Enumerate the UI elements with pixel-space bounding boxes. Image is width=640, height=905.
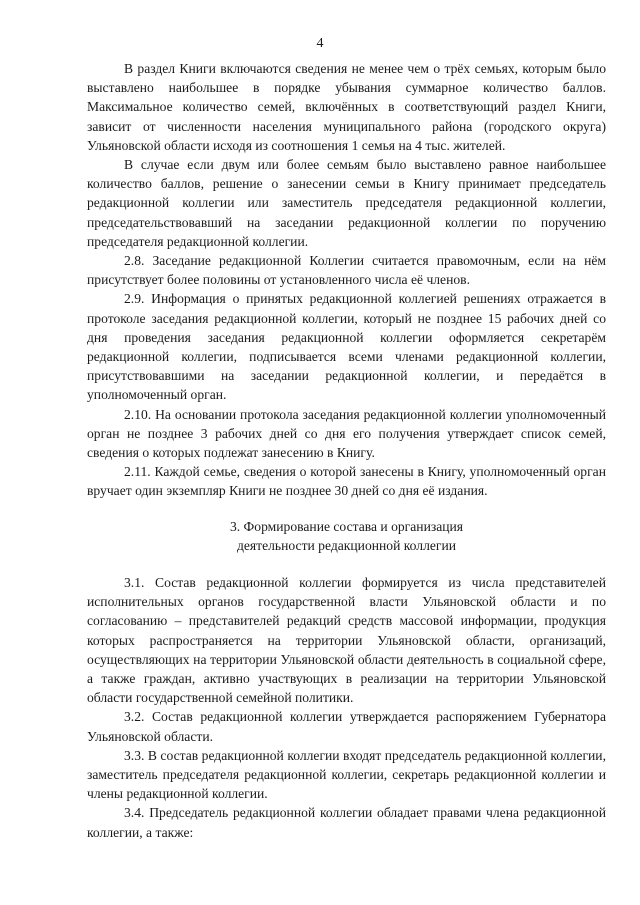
paragraph-3-3: 3.3. В состав редакционной коллегии входят председатель редакционной коллегии, заместитель председателя редакционной коллегии, секретарь редакционной коллегии и члены редакционной коллегии. (87, 747, 606, 802)
paragraph-2-10: 2.10. На основании протокола заседания редакционной коллегии уполномоченный орган не позднее 3 рабочих дней со дня его получения утверждает список семей, сведения о которых подлежат занесению в Книгу. (87, 406, 606, 461)
paragraph-2-11: 2.11. Каждой семье, сведения о которой занесены в Книгу, уполномоченный орган вручает один экземпляр Книги не позднее 30 дней со дня её издания. (87, 464, 606, 499)
text-block-top (87, 59, 606, 501)
text-block-bottom (87, 573, 606, 842)
paragraph-3-4: 3.4. Председатель редакционной коллегии обладает правами члена редакционной коллегии, а также: (87, 805, 606, 840)
paragraph-equal-points: В случае если двум или более семьям было выставлено равное наибольшее количество баллов, решение о занесении семьи в Книгу принимает председатель редакционной коллегии или заместитель председателя редакционной коллегии, председательствовавший на заседании редакционной коллегии по поручению председателя редакционной коллегии. (87, 157, 606, 249)
paragraph-3-1: 3.1. Состав редакционной коллегии формируется из числа представителей исполнительных органов государственной власти Ульяновской области и по согласованию – представителей редакций средств массовой информации, продукция которых распространяется на территории Ульяновской области, организаций, осуществляющих на территории Ульяновской области деятельность в социальной сфере, а также граждан, активно участвующих в реализации на территории Ульяновской области государственной семейной политики. (87, 575, 606, 706)
paragraph-families-count: В раздел Книги включаются сведения не менее чем о трёх семьях, которым было выставлено наибольшее в порядке убывания суммарное количество баллов. Максимальное количество семей, включённых в соответствующий раздел Книги, зависит от численности населения муниципального района (городского округа) Ульяновской области исходя из соотношения 1 семья на 4 тыс. жителей. (87, 61, 606, 153)
section-heading-line-1: 3. Формирование состава и организация (229, 519, 464, 534)
paragraph-2-9: 2.9. Информация о принятых редакционной коллегией решениях отражается в протоколе заседания редакционной коллегии, который не позднее 15 рабочих дней со дня проведения заседания редакционной коллегии оформляется секретарём редакционной коллегии, подписывается всеми членами редакционной коллегии, присутствовавшими на заседании редакционной коллегии, и передаётся в уполномоченный орган. (87, 291, 606, 403)
section-heading-line-2: деятельности редакционной коллегии (236, 538, 457, 554)
section-heading (87, 517, 606, 555)
page-number: 4 (316, 36, 324, 51)
paragraph-2-8: 2.8. Заседание редакционной Коллегии считается правомочным, если на нём присутствует более половины от установленного числа её членов. (87, 253, 606, 288)
paragraph-3-2: 3.2. Состав редакционной коллегии утверждается распоряжением Губернатора Ульяновской области. (87, 709, 606, 744)
